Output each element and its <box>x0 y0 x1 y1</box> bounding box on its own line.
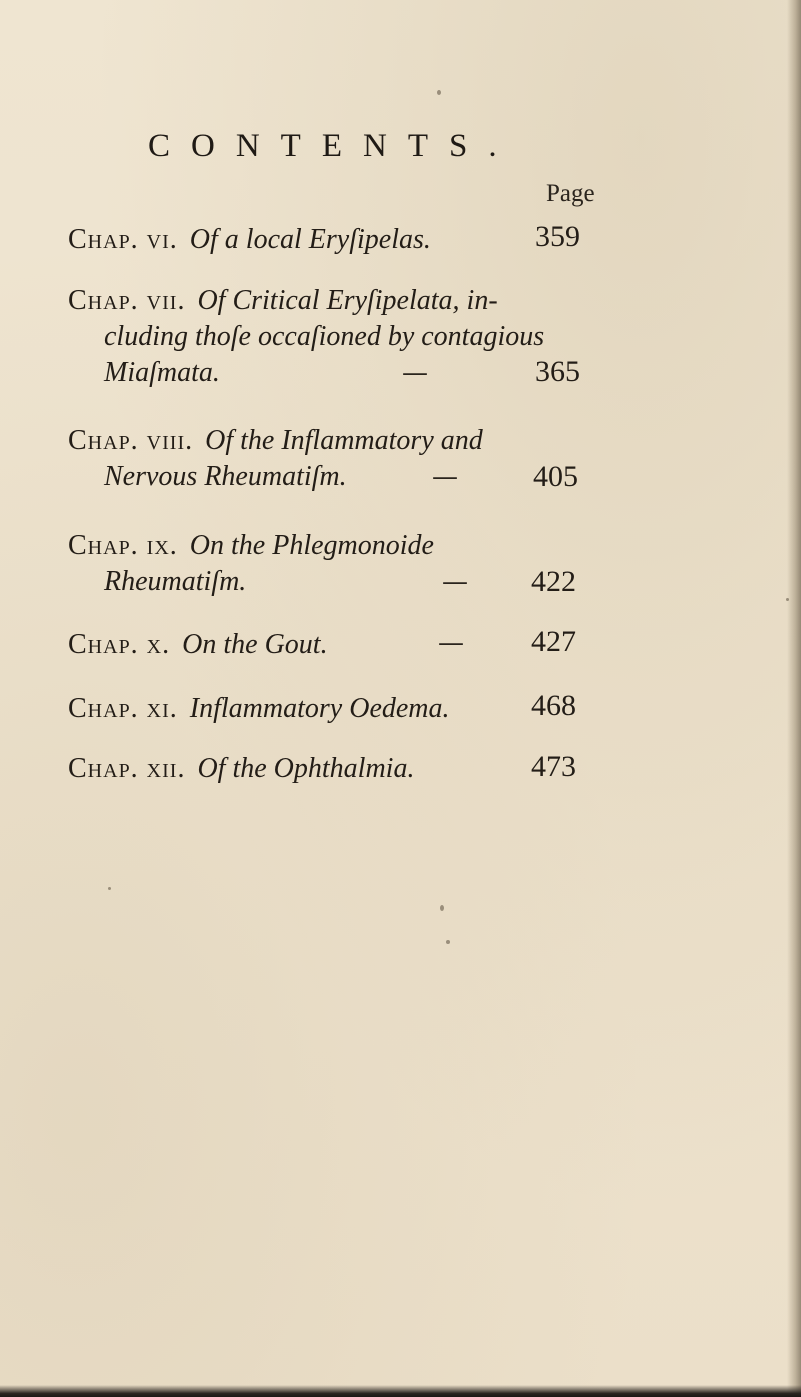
page-number: 405 <box>533 460 578 493</box>
chapter-title: On the Phlegmonoide <box>189 530 434 561</box>
paper-speck <box>786 598 789 601</box>
paper-speck <box>446 940 450 944</box>
chapter-title-continued: cluding thoſe occaſioned by contagious <box>104 321 545 352</box>
leader-dash: — <box>438 628 464 658</box>
chapter-number: Chap. ix. <box>68 530 178 561</box>
chapter-title: Of Critical Eryſipelata, in- <box>197 285 498 316</box>
chapter-title: Of a local Eryſipelas. <box>189 224 431 255</box>
chapter-title: Of the Inflammatory and <box>205 425 483 456</box>
chapter-title: Inflammatory Oedema. <box>189 693 450 724</box>
paper-speck <box>108 887 111 890</box>
paper-speck <box>437 90 441 95</box>
page-number: 422 <box>531 565 576 598</box>
page-number: 427 <box>531 625 576 658</box>
page-number: 365 <box>535 355 580 388</box>
page-number: 359 <box>535 220 580 253</box>
chapter-number: Chap. vii. <box>68 285 186 316</box>
chapter-title: Of the Ophthalmia. <box>197 753 415 784</box>
page-number: 468 <box>531 689 576 722</box>
chapter-number: Chap. xi. <box>68 693 178 724</box>
chapter-number: Chap. vi. <box>68 224 178 255</box>
chapter-title-continued: Nervous Rheumatiſm. <box>104 461 347 492</box>
page-edge-shadow <box>787 0 801 1397</box>
chapter-title-continued: Rheumatiſm. <box>104 566 247 597</box>
leader-dash: — <box>432 462 458 492</box>
chapter-number: Chap. xii. <box>68 753 186 784</box>
chapter-title-continued: Miaſmata. <box>104 357 220 388</box>
chapter-number: Chap. x. <box>68 629 171 660</box>
page-bottom-edge <box>0 1385 801 1397</box>
page-column-label: Page <box>546 180 595 207</box>
contents-heading: CONTENTS. <box>148 128 518 164</box>
paper-speck <box>440 905 444 911</box>
leader-dash: — <box>402 358 428 388</box>
chapter-number: Chap. viii. <box>68 425 194 456</box>
leader-dash: — <box>442 567 468 597</box>
chapter-title: On the Gout. <box>182 629 328 660</box>
page-number: 473 <box>531 750 576 783</box>
